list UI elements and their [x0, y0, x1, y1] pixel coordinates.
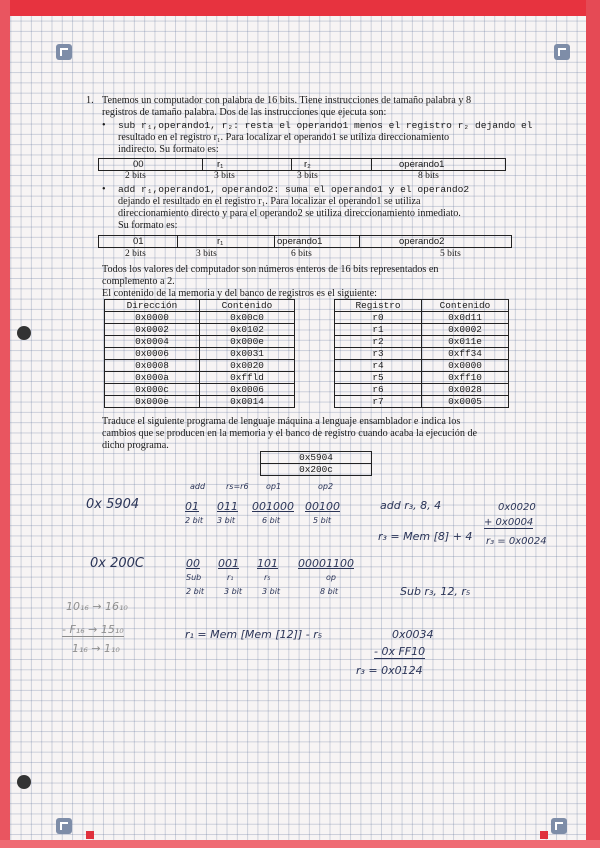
- table-cell: 0x0014: [200, 396, 295, 408]
- table-cell: r6: [335, 384, 422, 396]
- table-cell: 0x0006: [105, 348, 200, 360]
- bullet-icon: •: [102, 184, 106, 195]
- register-row: [335, 312, 509, 324]
- table-cell: 0x0020: [200, 360, 295, 372]
- hw-label: add: [190, 482, 206, 491]
- program-row: [261, 452, 372, 464]
- table-cell: 0x5904: [261, 452, 372, 464]
- table-cell: 0x0028: [422, 384, 509, 396]
- hw-label: 2 bit: [186, 587, 205, 596]
- pencil-note: - F₁₆ → 15₁₀: [62, 623, 124, 636]
- table-cell: r0: [335, 312, 422, 324]
- hw-bits: 00: [186, 557, 200, 570]
- hw-label: 2 bit: [185, 516, 204, 525]
- bits-label: 2 bits: [125, 249, 146, 259]
- hw-calc: + 0x0004: [484, 517, 534, 528]
- add-description: Su formato es:: [118, 220, 178, 231]
- hw-label: r₅: [264, 573, 271, 582]
- memory-row: [105, 348, 295, 360]
- corner-mark-icon: [551, 818, 567, 834]
- register-row: [335, 336, 509, 348]
- table-cell: 0xffld: [200, 372, 295, 384]
- hw-label: 3 bit: [262, 587, 281, 596]
- hw-assembly: add r₃, 8, 4: [380, 499, 442, 512]
- table-cell: 0x0d11: [422, 312, 509, 324]
- program-row: [261, 464, 372, 476]
- memory-row: [105, 372, 295, 384]
- left-red-border: [0, 0, 10, 848]
- corner-mark-icon: [554, 44, 570, 60]
- table-cell: r1: [335, 324, 422, 336]
- program-table: [260, 451, 372, 476]
- table-cell: r3: [335, 348, 422, 360]
- memory-row: [105, 360, 295, 372]
- top-red-border: [0, 0, 600, 16]
- register-row: [335, 360, 509, 372]
- column-header: Contenido: [200, 300, 295, 312]
- hw-bits: 01: [185, 500, 199, 513]
- hw-label: rs=r6: [226, 482, 249, 491]
- table-cell: 0x0000: [105, 312, 200, 324]
- hw-label: op2: [318, 482, 334, 491]
- column-header: Dirección: [105, 300, 200, 312]
- intro-line: Tenemos un computador con palabra de 16 bits. Tiene instrucciones de tamaño palabra y 8: [102, 95, 472, 106]
- bits-label: 2 bits: [125, 171, 146, 181]
- add-field-op1: operando1: [277, 236, 323, 247]
- hw-bits: 00001100: [298, 557, 354, 570]
- hw-instruction-hex: 0x 5904: [86, 497, 140, 512]
- right-red-border: [586, 0, 600, 848]
- memory-row: [105, 396, 295, 408]
- hw-label: r₁: [227, 573, 234, 582]
- add-field-opcode: 01: [133, 236, 144, 247]
- hw-label: 3 bit: [217, 516, 236, 525]
- memory-intro: El contenido de la memoria y del banco de registros es el siguiente:: [102, 288, 377, 299]
- sub-format-box: [98, 158, 506, 171]
- hw-operation: r₁ = Mem [Mem [12]] - r₅: [185, 628, 323, 641]
- hw-assembly: Sub r₃, 12, r₅: [400, 585, 471, 598]
- add-field-r1: r₁: [217, 236, 224, 247]
- table-cell: r5: [335, 372, 422, 384]
- memory-header-row: [105, 300, 295, 312]
- table-cell: 0x0002: [105, 324, 200, 336]
- hw-calc: r₃ = 0x0024: [486, 536, 547, 547]
- red-square-icon: [86, 831, 94, 839]
- bottom-red-border: [0, 840, 600, 848]
- pencil-note: 10₁₆ → 16₁₀: [66, 600, 128, 613]
- hw-bits: 001: [218, 557, 239, 570]
- table-cell: 0x00c0: [200, 312, 295, 324]
- hw-calc: 0x0020: [498, 502, 536, 513]
- bits-label: 3 bits: [196, 249, 217, 259]
- table-cell: 0x0004: [105, 336, 200, 348]
- hw-bits: 00100: [305, 500, 340, 513]
- register-row: [335, 396, 509, 408]
- problem-number: 1.: [86, 95, 94, 106]
- add-description: direccionamiento directo y para el operando2 se utiliza direccionamiento inmediato.: [118, 208, 461, 219]
- column-header: Contenido: [422, 300, 509, 312]
- sub-field-r1: r₁: [217, 159, 224, 170]
- pencil-note: 1₁₆ → 1₁₀: [72, 642, 120, 655]
- table-cell: r2: [335, 336, 422, 348]
- table-cell: 0x000e: [200, 336, 295, 348]
- register-table: [334, 299, 509, 408]
- bullet-icon: •: [102, 120, 106, 131]
- table-cell: 0x0102: [200, 324, 295, 336]
- hw-bits: 101: [257, 557, 278, 570]
- add-field-op2: operando2: [399, 236, 445, 247]
- translate-text: Traduce el siguiente programa de lenguaje máquina a lenguaje ensamblador e indica los: [102, 416, 461, 427]
- translate-text: dicho programa.: [102, 440, 169, 451]
- sub-description: sub r₁,operando1, r₂: resta el operando1 menos el registro r₂ dejando el: [118, 120, 533, 131]
- corner-mark-icon: [56, 44, 72, 60]
- table-cell: 0x0006: [200, 384, 295, 396]
- hw-bits: 001000: [252, 500, 294, 513]
- binder-hole-icon: [17, 326, 31, 340]
- memory-table: [104, 299, 295, 408]
- sub-description: resultado en el registro r₁. Para localizar el operando1 se utiliza direccionamiento: [118, 132, 450, 143]
- hw-label: 8 bit: [320, 587, 339, 596]
- table-cell: 0x200c: [261, 464, 372, 476]
- binder-hole-icon: [17, 775, 31, 789]
- hw-bits: 011: [217, 500, 238, 513]
- table-cell: r7: [335, 396, 422, 408]
- red-square-icon: [540, 831, 548, 839]
- bits-label: 6 bits: [291, 249, 312, 259]
- table-cell: 0x011e: [422, 336, 509, 348]
- translate-text: cambios que se producen en la memoria y el banco de registro cuando acaba la ejecución de: [102, 428, 478, 439]
- table-cell: 0x0005: [422, 396, 509, 408]
- bits-label: 3 bits: [297, 171, 318, 181]
- table-cell: 0x000e: [105, 396, 200, 408]
- table-cell: 0x0031: [200, 348, 295, 360]
- memory-row: [105, 324, 295, 336]
- add-description: dejando el resultado en el registro r₁. Para localizar el operando1 se utiliza: [118, 196, 421, 207]
- sub-field-opcode: 00: [133, 159, 144, 170]
- bits-label: 8 bits: [418, 171, 439, 181]
- bits-label: 3 bits: [214, 171, 235, 181]
- hw-label: op: [326, 573, 336, 582]
- hw-label: 3 bit: [224, 587, 243, 596]
- add-format-box: [98, 235, 512, 248]
- values-text: complemento a 2.: [102, 276, 175, 287]
- values-text: Todos los valores del computador son números enteros de 16 bits representados en: [102, 264, 439, 275]
- register-row: [335, 372, 509, 384]
- sub-field-r2: r₂: [304, 159, 311, 170]
- add-description: add r₁,operando1, operando2: suma el operando1 y el operando2: [118, 184, 470, 195]
- table-cell: 0x0002: [422, 324, 509, 336]
- hw-calc: 0x0034: [392, 628, 434, 641]
- register-row: [335, 348, 509, 360]
- table-cell: 0x0000: [422, 360, 509, 372]
- memory-row: [105, 384, 295, 396]
- hw-label: Sub: [186, 573, 202, 582]
- memory-row: [105, 312, 295, 324]
- corner-mark-icon: [56, 818, 72, 834]
- table-cell: 0xff34: [422, 348, 509, 360]
- hw-result: r₃ = 0x0124: [356, 664, 423, 677]
- hw-label: 5 bit: [313, 516, 332, 525]
- register-row: [335, 384, 509, 396]
- table-cell: r4: [335, 360, 422, 372]
- table-cell: 0x0008: [105, 360, 200, 372]
- hw-instruction-hex: 0x 200C: [90, 556, 144, 571]
- table-cell: 0xff10: [422, 372, 509, 384]
- hw-operation: r₃ = Mem [8] + 4: [378, 530, 473, 543]
- hw-label: op1: [266, 482, 282, 491]
- sub-field-op1: operando1: [399, 159, 445, 170]
- hw-calc: - 0x FF10: [374, 645, 426, 658]
- table-cell: 0x000c: [105, 384, 200, 396]
- sub-description: indirecto. Su formato es:: [118, 144, 219, 155]
- intro-line: registros de tamaño palabra. Dos de las instrucciones que ejecuta son:: [102, 107, 387, 118]
- register-row: [335, 324, 509, 336]
- column-header: Registro: [335, 300, 422, 312]
- table-cell: 0x000a: [105, 372, 200, 384]
- hw-label: 6 bit: [262, 516, 281, 525]
- memory-row: [105, 336, 295, 348]
- bits-label: 5 bits: [440, 249, 461, 259]
- register-header-row: [335, 300, 509, 312]
